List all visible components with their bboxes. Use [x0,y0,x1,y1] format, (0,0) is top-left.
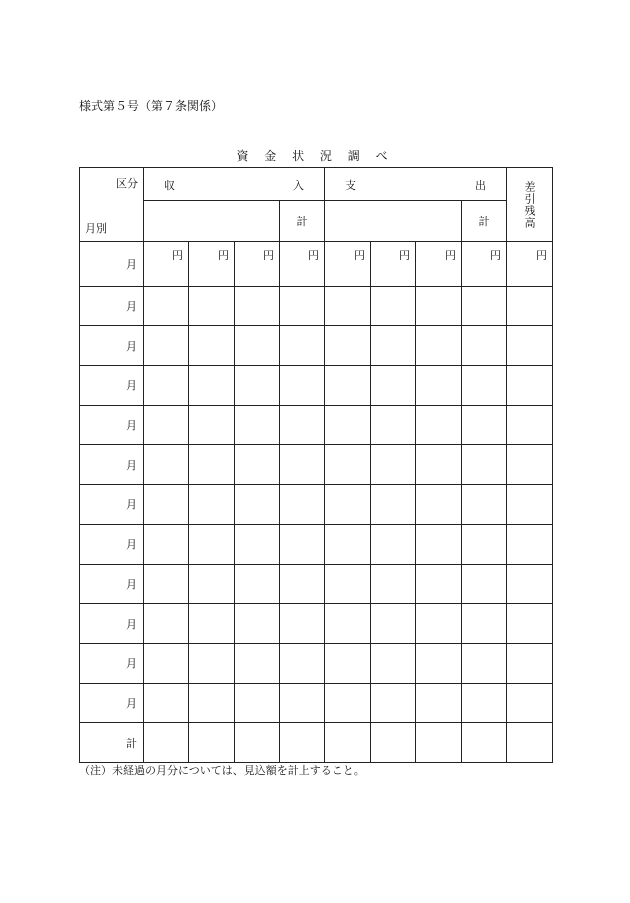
yen-unit: 円 [462,242,507,287]
income-subtotal-header: 計 [280,201,325,242]
amount-cell [416,524,462,564]
amount-cell [144,604,189,644]
amount-cell [325,485,371,525]
amount-cell [371,366,416,406]
amount-cell [144,445,189,485]
amount-cell [462,405,507,445]
amount-cell [235,723,280,763]
amount-cell [280,286,325,326]
amount-cell [235,524,280,564]
amount-cell [462,643,507,683]
month-label: 月 [80,485,144,525]
amount-cell [416,604,462,644]
month-row [80,445,553,485]
amount-cell [371,643,416,683]
amount-cell [371,445,416,485]
month-label: 月 [80,643,144,683]
amount-cell [507,326,553,366]
amount-cell [280,564,325,604]
amount-cell [144,683,189,723]
total-label: 計 [80,723,144,763]
amount-cell [325,445,371,485]
amount-cell [507,405,553,445]
footnote: （注）未経過の月分については、見込額を計上すること。 [79,764,365,777]
amount-cell [235,604,280,644]
amount-cell [280,485,325,525]
amount-cell [280,723,325,763]
tsuki-label: 月別 [85,222,107,235]
amount-cell [371,564,416,604]
form-number: 様式第５号（第７条関係） [79,99,224,113]
balance-header: 差引残高 [507,168,553,242]
month-label: 月 [80,524,144,564]
yen-unit: 円 [144,242,189,287]
amount-cell [371,524,416,564]
amount-cell [235,643,280,683]
header-row-1 [80,168,553,201]
funds-status-table [79,167,553,763]
amount-cell [507,643,553,683]
amount-cell [235,564,280,604]
amount-cell [462,445,507,485]
amount-cell [189,604,235,644]
amount-cell [280,683,325,723]
amount-cell [462,366,507,406]
amount-cell [325,683,371,723]
amount-cell [144,286,189,326]
amount-cell [144,366,189,406]
month-row [80,242,553,287]
month-label: 月 [80,242,144,287]
amount-cell [280,326,325,366]
income-label-right: 入 [293,179,304,192]
income-header [144,168,325,201]
amount-cell [325,524,371,564]
amount-cell [462,564,507,604]
amount-cell [189,366,235,406]
expense-label-right: 出 [475,179,486,192]
amount-cell [462,524,507,564]
amount-cell [371,604,416,644]
income-label-left: 収 [164,179,175,192]
yen-unit: 円 [235,242,280,287]
amount-cell [462,485,507,525]
yen-unit: 円 [507,242,553,287]
yen-unit: 円 [325,242,371,287]
total-row [80,723,553,763]
month-label: 月 [80,445,144,485]
amount-cell [371,485,416,525]
month-label: 月 [80,564,144,604]
amount-cell [235,485,280,525]
amount-cell [325,405,371,445]
amount-cell [189,524,235,564]
amount-cell [371,683,416,723]
amount-cell [189,643,235,683]
amount-cell [507,286,553,326]
month-row [80,405,553,445]
month-row [80,643,553,683]
document-title: 資 金 状 況 調 べ [236,149,394,163]
amount-cell [144,643,189,683]
amount-cell [280,643,325,683]
month-label: 月 [80,366,144,406]
amount-cell [325,366,371,406]
amount-cell [462,723,507,763]
header-corner [80,168,144,242]
amount-cell [371,723,416,763]
header-row-2 [80,201,553,242]
amount-cell [507,604,553,644]
amount-cell [325,326,371,366]
expense-header [325,168,507,201]
amount-cell [325,564,371,604]
amount-cell [371,326,416,366]
month-label: 月 [80,405,144,445]
amount-cell [235,286,280,326]
month-row [80,485,553,525]
amount-cell [462,683,507,723]
amount-cell [416,445,462,485]
expense-subtotal-header: 計 [462,201,507,242]
amount-cell [507,683,553,723]
amount-cell [416,564,462,604]
expense-label-left: 支 [345,179,356,192]
amount-cell [280,366,325,406]
amount-cell [189,405,235,445]
amount-cell [235,326,280,366]
kubun-label: 区分 [116,177,138,190]
amount-cell [325,643,371,683]
amount-cell [507,524,553,564]
amount-cell [416,723,462,763]
amount-cell [235,683,280,723]
month-label: 月 [80,326,144,366]
amount-cell [235,366,280,406]
amount-cell [144,405,189,445]
amount-cell [280,405,325,445]
amount-cell [189,286,235,326]
amount-cell [235,405,280,445]
month-row [80,326,553,366]
month-label: 月 [80,286,144,326]
month-row [80,604,553,644]
yen-unit: 円 [189,242,235,287]
amount-cell [144,524,189,564]
amount-cell [144,723,189,763]
month-label: 月 [80,683,144,723]
amount-cell [371,405,416,445]
amount-cell [416,286,462,326]
month-row [80,366,553,406]
expense-items-blank [325,201,462,242]
amount-cell [280,604,325,644]
amount-cell [325,604,371,644]
yen-unit: 円 [280,242,325,287]
amount-cell [507,366,553,406]
amount-cell [189,445,235,485]
amount-cell [416,366,462,406]
amount-cell [507,723,553,763]
month-row [80,683,553,723]
amount-cell [325,286,371,326]
amount-cell [416,485,462,525]
amount-cell [189,564,235,604]
amount-cell [189,326,235,366]
amount-cell [325,723,371,763]
amount-cell [462,604,507,644]
amount-cell [189,485,235,525]
amount-cell [371,286,416,326]
income-items-blank [144,201,280,242]
amount-cell [507,485,553,525]
month-row [80,286,553,326]
amount-cell [416,643,462,683]
amount-cell [462,326,507,366]
amount-cell [189,683,235,723]
amount-cell [144,564,189,604]
amount-cell [144,485,189,525]
amount-cell [280,445,325,485]
amount-cell [235,445,280,485]
amount-cell [189,723,235,763]
amount-cell [462,286,507,326]
month-label: 月 [80,604,144,644]
month-row [80,564,553,604]
amount-cell [416,405,462,445]
amount-cell [280,524,325,564]
yen-unit: 円 [416,242,462,287]
yen-unit: 円 [371,242,416,287]
amount-cell [507,445,553,485]
amount-cell [144,326,189,366]
amount-cell [507,564,553,604]
amount-cell [416,683,462,723]
amount-cell [416,326,462,366]
month-row [80,524,553,564]
